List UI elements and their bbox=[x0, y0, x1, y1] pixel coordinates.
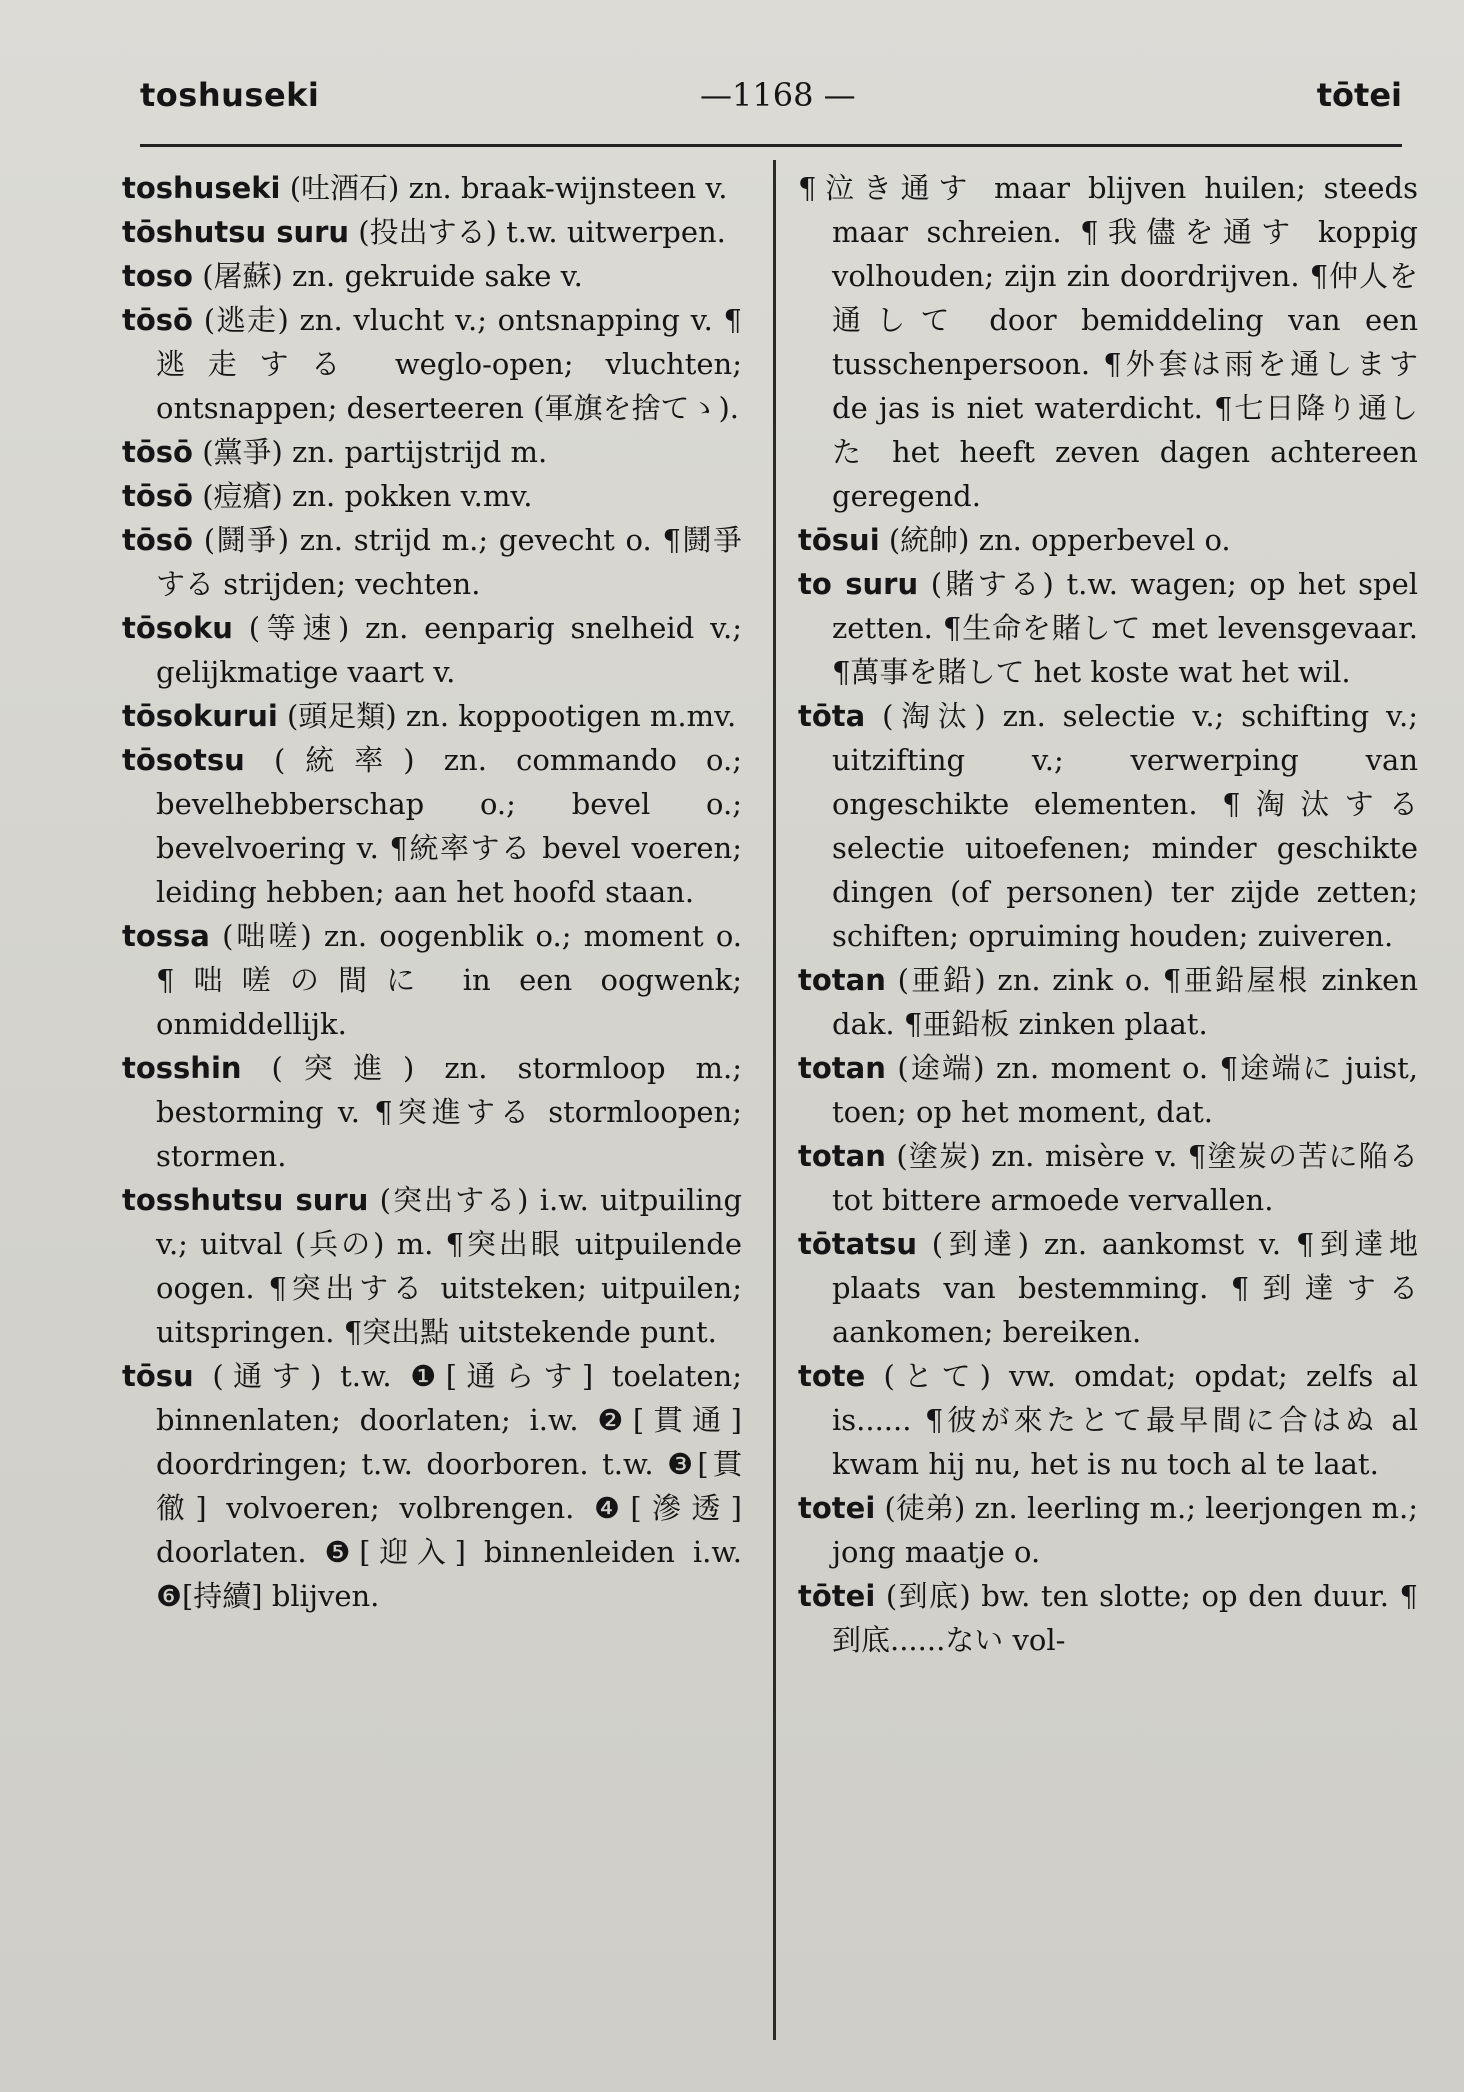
entry-text: (通す) t.w. ❶[通らす] toelaten; binnenlaten; doorlaten; i.w. ❷[貫通] doordringen; t.w. doorboren. t.w. ❸[貫徹] volvoeren; volbrengen. ❹[滲透] doorlaten. ❺[迎入] binnenleiden i.w. ❻[持續] blijven. bbox=[156, 1359, 742, 1613]
entry-headword: tōsokurui bbox=[122, 699, 278, 733]
dictionary-entry bbox=[122, 1354, 742, 1618]
entry-text: (等速) zn. eenparig snelheid v.; gelijkmatige vaart v. bbox=[156, 611, 743, 689]
entry-text: (屠蘇) zn. gekruide sake v. bbox=[202, 259, 583, 293]
entry-text: (塗炭) zn. misère v. ¶塗炭の苦に陥る tot bittere armoede vervallen. bbox=[832, 1139, 1419, 1217]
page-number: —1168 — bbox=[700, 76, 856, 114]
dictionary-entry bbox=[122, 518, 742, 606]
entry-headword: to suru bbox=[798, 567, 919, 601]
header-rule bbox=[140, 144, 1402, 147]
dictionary-entry bbox=[122, 474, 742, 518]
entry-text: (突出する) i.w. uitpuiling v.; uitval (兵の) m. ¶突出眼 uitpuilende oogen. ¶突出する uitsteken; uitpuilen; uitspringen. ¶突出點 uitstekende punt. bbox=[156, 1183, 743, 1349]
entry-text: (黨爭) zn. partijstrijd m. bbox=[202, 435, 548, 469]
dictionary-entry bbox=[798, 562, 1418, 694]
dictionary-entry bbox=[798, 518, 1418, 562]
entry-headword: tōshutsu suru bbox=[122, 215, 350, 249]
entry-headword: totei bbox=[798, 1491, 876, 1525]
entry-text: (賭する) t.w. wagen; op het spel zetten. ¶生命を賭して met levensgevaar. ¶萬事を賭して het koste wat het wil. bbox=[832, 567, 1418, 689]
entry-text: (投出する) t.w. uitwerpen. bbox=[358, 215, 726, 249]
entry-text: (徒弟) zn. leerling m.; leerjongen m.; jong maatje o. bbox=[832, 1491, 1418, 1569]
dictionary-entry bbox=[798, 1574, 1418, 1662]
entry-headword: tōsoku bbox=[122, 611, 233, 645]
header-left-guideword: toshuseki bbox=[140, 76, 320, 114]
dictionary-entry bbox=[122, 430, 742, 474]
header-right-guideword: tōtei bbox=[1316, 76, 1402, 114]
entry-headword: tōsō bbox=[122, 523, 193, 557]
entry-text: (亜鉛) zn. zink o. ¶亜鉛屋根 zinken dak. ¶亜鉛板 zinken plaat. bbox=[832, 963, 1418, 1041]
entry-text: (淘汰) zn. selectie v.; schifting v.; uitzifting v.; verwerping van ongeschikte elementen. ¶淘汰する selectie uitoefenen; minder geschikte dingen (of personen) ter zijde zetten; schiften; opruiming houden; zuiveren. bbox=[832, 699, 1418, 953]
entry-headword: totan bbox=[798, 1051, 886, 1085]
entry-text: (逃走) zn. vlucht v.; ontsnapping v. ¶逃走する weglo-open; vluchten; ontsnappen; deserteeren (軍旗を捨てゝ). bbox=[156, 303, 742, 425]
dictionary-entry bbox=[122, 694, 742, 738]
entry-headword: tōsō bbox=[122, 303, 193, 337]
entry-text: (統帥) zn. opperbevel o. bbox=[888, 523, 1231, 557]
dictionary-entry-continued bbox=[798, 166, 1418, 518]
dictionary-entry bbox=[798, 1486, 1418, 1574]
entry-text: (到達) zn. aankomst v. ¶到達地 plaats van bestemming. ¶到達する aankomen; bereiken. bbox=[832, 1227, 1418, 1349]
entry-text: (統率) zn. commando o.; bevelhebberschap o.; bevel o.; bevelvoering v. ¶統率する bevel voeren; leiding hebben; aan het hoofd staan. bbox=[156, 743, 743, 909]
column-divider bbox=[773, 160, 776, 2040]
entry-text: (痘瘡) zn. pokken v.mv. bbox=[202, 479, 533, 513]
left-column bbox=[122, 166, 742, 1618]
dictionary-entry bbox=[798, 694, 1418, 958]
entry-text: ¶泣き通す maar blijven huilen; steeds maar schreien. ¶我儘を通す koppig volhouden; zijn zin doordrijven. ¶仲人を通して door bemiddeling van een tusschenpersoon. ¶外套は雨を通します de jas is niet waterdicht. ¶七日降り通した het heeft zeven dagen achtereen geregend. bbox=[798, 171, 1418, 513]
entry-headword: tōsō bbox=[122, 479, 193, 513]
entry-text: (咄嗟) zn. oogenblik o.; moment o. ¶咄嗟の間に in een oogwenk; onmiddellijk. bbox=[156, 919, 742, 1041]
dictionary-entry bbox=[798, 1046, 1418, 1134]
entry-text: (到底) bw. ten slotte; op den duur. ¶到底......ない vol- bbox=[832, 1579, 1419, 1657]
entry-text: (鬪爭) zn. strijd m.; gevecht o. ¶鬪爭する strijden; vechten. bbox=[156, 523, 743, 601]
dictionary-entry bbox=[798, 1222, 1418, 1354]
dictionary-entry bbox=[122, 914, 742, 1046]
page-header bbox=[140, 76, 1402, 126]
entry-text: (途端) zn. moment o. ¶途端に juist, toen; op het moment, dat. bbox=[832, 1051, 1418, 1129]
entry-text: (吐酒石) zn. braak-wijnsteen v. bbox=[289, 171, 728, 205]
dictionary-entry bbox=[122, 738, 742, 914]
entry-headword: toso bbox=[122, 259, 193, 293]
entry-headword: totan bbox=[798, 1139, 886, 1173]
entry-headword: tōsotsu bbox=[122, 743, 245, 777]
entry-headword: tosshin bbox=[122, 1051, 242, 1085]
entry-headword: tōta bbox=[798, 699, 866, 733]
dictionary-entry bbox=[122, 298, 742, 430]
entry-headword: tōtei bbox=[798, 1579, 876, 1613]
dictionary-entry bbox=[798, 958, 1418, 1046]
dictionary-entry bbox=[122, 254, 742, 298]
entry-headword: totan bbox=[798, 963, 886, 997]
dictionary-entry bbox=[122, 606, 742, 694]
right-column bbox=[798, 166, 1418, 1662]
entry-headword: tōtatsu bbox=[798, 1227, 917, 1261]
entry-headword: tōsui bbox=[798, 523, 880, 557]
entry-headword: toshuseki bbox=[122, 171, 281, 205]
dictionary-entry bbox=[122, 166, 742, 210]
entry-headword: tosshutsu suru bbox=[122, 1183, 369, 1217]
dictionary-entry bbox=[122, 1046, 742, 1178]
entry-text: (頭足類) zn. koppootigen m.mv. bbox=[287, 699, 737, 733]
entry-text: (突進) zn. stormloop m.; bestorming v. ¶突進する stormloopen; stormen. bbox=[156, 1051, 743, 1173]
dictionary-entry bbox=[122, 210, 742, 254]
entry-headword: tōsu bbox=[122, 1359, 194, 1393]
dictionary-entry bbox=[798, 1134, 1418, 1222]
dictionary-entry bbox=[798, 1354, 1418, 1486]
dictionary-entry bbox=[122, 1178, 742, 1354]
entry-headword: tōsō bbox=[122, 435, 193, 469]
entry-text: (とて) vw. omdat; opdat; zelfs al is...... ¶彼が來たとて最早間に合はぬ al kwam hij nu, het is nu toch al te laat. bbox=[832, 1359, 1419, 1481]
entry-headword: tossa bbox=[122, 919, 210, 953]
entry-headword: tote bbox=[798, 1359, 866, 1393]
